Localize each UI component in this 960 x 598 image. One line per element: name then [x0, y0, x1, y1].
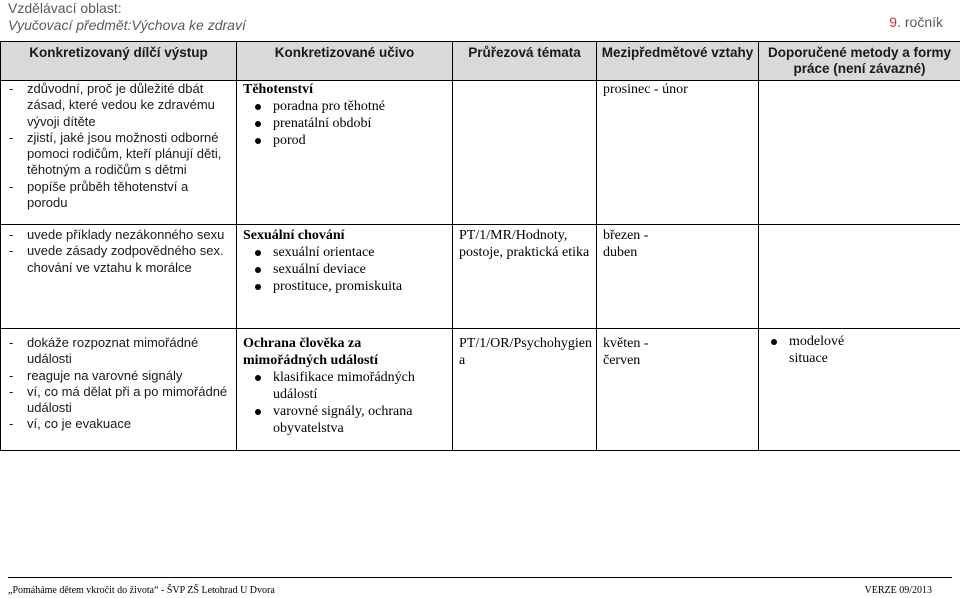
col-header-topics: Konkretizované učivo — [237, 42, 453, 81]
topic-title: Ochrana člověka za mimořádných událostí — [243, 336, 378, 368]
output-item: - ví, co má dělat při a po mimořádné události — [9, 384, 232, 417]
cross-theme-cell — [453, 81, 597, 225]
grade-number: 9. — [889, 14, 901, 30]
topic-item: poradna pro těhotné — [251, 98, 448, 115]
topic-item: sexuální deviace — [251, 261, 448, 278]
cross-theme-cell — [453, 225, 597, 329]
header-area — [8, 0, 246, 34]
topic-cell — [237, 329, 453, 451]
col-header-methods: Doporučené metody a formy práce (není závazné) — [759, 42, 960, 81]
curriculum-table — [0, 41, 960, 451]
output-item: - ví, co je evakuace — [9, 416, 232, 432]
cross-theme-text — [453, 81, 596, 83]
table-row — [1, 329, 960, 451]
time-text: prosinec - únor — [603, 82, 688, 97]
grade-text: ročník — [900, 14, 943, 30]
table-row — [1, 81, 960, 225]
topic-item: sexuální orientace — [251, 244, 448, 261]
table-header-row — [1, 42, 960, 81]
output-item: - zdůvodní, proč je důležité dbát zásad, které vedou ke zdravému vývoji dítěte — [9, 81, 232, 130]
methods-cell — [759, 329, 960, 451]
footer-divider — [8, 577, 952, 578]
outputs-cell — [1, 329, 237, 451]
relations-cell — [597, 225, 759, 329]
outputs-cell — [1, 225, 237, 329]
time-text: březen - duben — [603, 228, 649, 260]
output-item: - uvede zásady zodpovědného sex. chování ve vztahu k morálce — [9, 243, 232, 276]
table-row — [1, 225, 960, 329]
footer-version: VERZE 09/2013 — [864, 585, 932, 596]
methods-cell — [759, 81, 960, 225]
topic-title: Těhotenství — [243, 82, 313, 97]
col-header-outputs: Konkretizovaný dílčí výstup — [1, 42, 237, 81]
relations-cell — [597, 81, 759, 225]
output-item: - zjistí, jaké jsou možnosti odborné pomoci rodičům, kteří plánují děti, těhotným a rodičům s dětmi — [9, 130, 232, 179]
topic-title: Sexuální chování — [243, 228, 345, 243]
topic-item: prenatální období — [251, 115, 448, 132]
topic-item: varovné signály, ochrana obyvatelstva — [251, 403, 441, 437]
footer-title: „Pomáháme dětem vkročit do života“ - ŠVP ZŠ Letohrad U Dvora — [8, 585, 275, 596]
cross-theme-cell — [453, 329, 597, 451]
relations-cell — [597, 329, 759, 451]
time-text: květen - červen — [603, 336, 649, 368]
grade-label — [889, 14, 943, 30]
topic-cell — [237, 225, 453, 329]
subject-label: Vyučovací předmět:Výchova ke zdraví — [8, 17, 246, 33]
methods-cell — [759, 225, 960, 329]
method-item: modelové situace — [765, 333, 875, 367]
cross-theme-text: PT/1/MR/Hodnoty, postoje, praktická etika — [459, 228, 590, 260]
col-header-relations: Mezipředmětové vztahy — [597, 42, 759, 81]
output-item: - popíše průběh těhotenství a porodu — [9, 179, 232, 212]
topic-item: klasifikace mimořádných událostí — [251, 369, 441, 403]
output-item: - uvede příklady nezákonného sexu — [9, 227, 232, 243]
area-label: Vzdělávací oblast: — [8, 0, 122, 16]
output-item: - reaguje na varovné signály — [9, 368, 232, 384]
output-item: - dokáže rozpoznat mimořádné události — [9, 335, 232, 368]
col-header-cross-themes: Průřezová témata — [453, 42, 597, 81]
cross-theme-text: PT/1/OR/Psychohygiena — [459, 336, 593, 368]
outputs-cell — [1, 81, 237, 225]
topic-item: porod — [251, 132, 448, 149]
topic-cell — [237, 81, 453, 225]
topic-item: prostituce, promiskuita — [251, 278, 448, 295]
